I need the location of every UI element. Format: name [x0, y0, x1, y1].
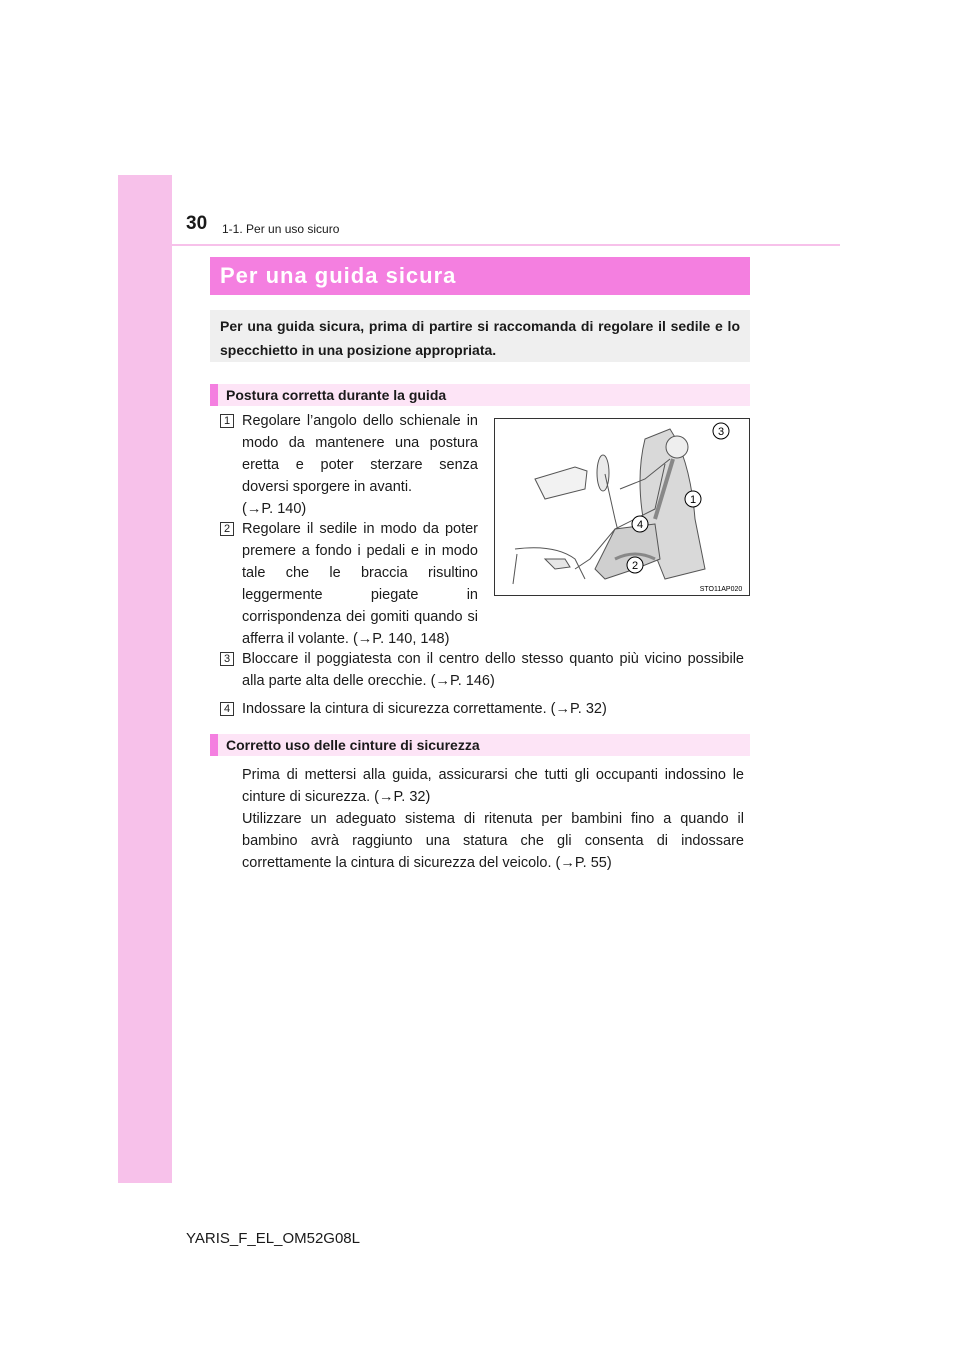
- item-text-2: Regolare il sedile in modo da poter premere a fondo i pedali e in modo tale che le braccia risultino leggermente piegate in corrispondenza dei gomiti quando si afferra il volante. (→P. 140, 148): [242, 521, 478, 647]
- seatbelt-para-2: Utilizzare un adeguato sistema di ritenuta per bambini fino a quando il bambino avrà raggiunto una statura che gli consenta di indossare correttamente la cintura di sicurezza del veicolo. (→P. 55): [242, 811, 744, 871]
- item-marker-2: 2: [220, 522, 234, 536]
- callout-3: 3: [717, 426, 725, 438]
- subheading-seatbelts: Corretto uso delle cinture di sicurezza: [210, 734, 750, 756]
- item-text-3: Bloccare il poggiatesta con il centro dello stesso quanto più vicino possibile alla parte alta delle orecchie. (→P. 146): [242, 651, 744, 689]
- chapter-sidebar-tab: [118, 175, 172, 1183]
- item-marker-1: 1: [220, 414, 234, 428]
- figure-code: STO11AP020: [699, 586, 743, 593]
- section-label: 1-1. Per un uso sicuro: [222, 222, 340, 236]
- driving-posture-illustration: [494, 418, 750, 596]
- seatbelt-para-1: Prima di mettersi alla guida, assicurarsi che tutti gli occupanti indossino le cinture di sicurezza. (→P. 32): [242, 767, 744, 805]
- item-text-1: [242, 410, 478, 520]
- item-marker-3: 3: [220, 652, 234, 666]
- callout-4: 4: [636, 519, 644, 531]
- intro-summary: Per una guida sicura, prima di partire si raccomanda di regolare il sedile e lo specchietto in una posizione appropriata.: [210, 310, 750, 362]
- subheading-posture: Postura corretta durante la guida: [210, 384, 750, 406]
- item-1-ref: (→P. 140): [242, 501, 307, 517]
- footer-code: YARIS_F_EL_OM52G08L: [186, 1230, 360, 1247]
- callout-1: 1: [689, 494, 697, 506]
- item-marker-4: 4: [220, 702, 234, 716]
- callout-2: 2: [631, 560, 639, 572]
- page-title: Per una guida sicura: [210, 257, 750, 295]
- item-1-body: Regolare l’angolo dello schienale in modo da mantenere una postura eretta e poter sterzare senza doversi sporgere in avanti.: [242, 413, 478, 495]
- item-text-4: Indossare la cintura di sicurezza correttamente. (→P. 32): [242, 701, 607, 717]
- page-number: 30: [186, 213, 208, 234]
- header-rule: [172, 244, 840, 246]
- driver-seat-figure: [495, 419, 749, 595]
